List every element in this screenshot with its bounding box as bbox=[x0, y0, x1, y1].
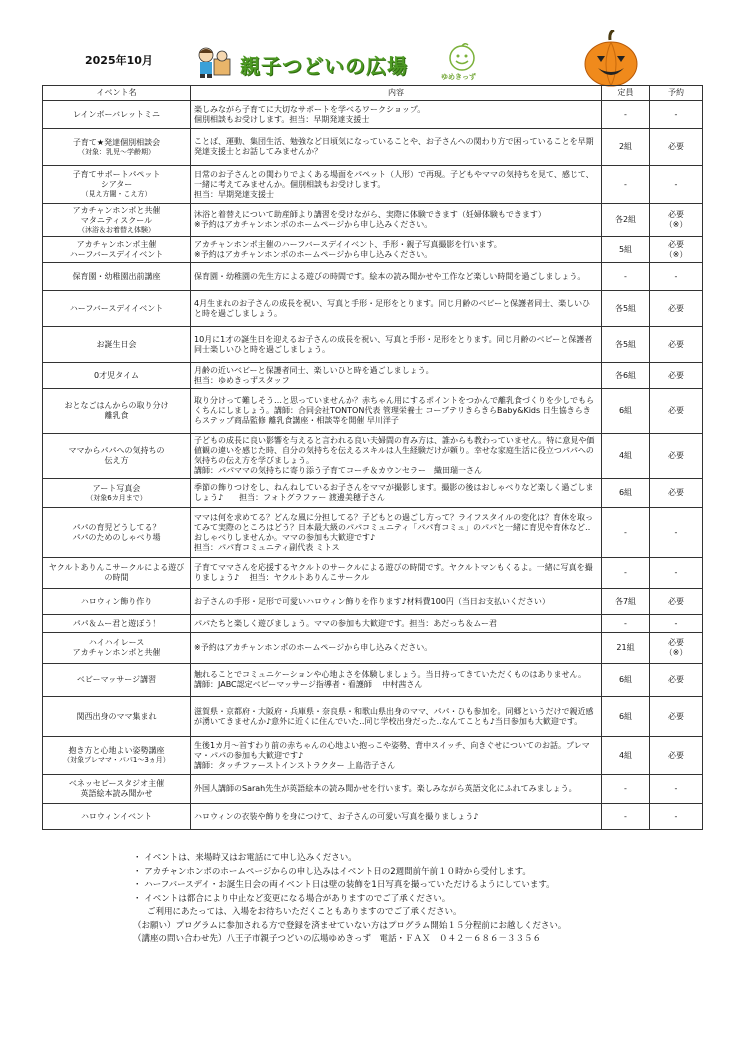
table-row bbox=[43, 166, 703, 204]
event-capacity: 4組 bbox=[602, 737, 650, 775]
event-reservation: - bbox=[650, 775, 703, 804]
note-line: ・ アカチャンホンポのホームページからの申し込みはイベント日の2週間前午前１０時から受付します。 bbox=[133, 866, 531, 877]
event-reservation: 必要 bbox=[650, 129, 703, 166]
event-description: 取り分けって難しそう…と思っていませんか？赤ちゃん用にするポイントをつかんで離乳食づくりを少しでもらくちんにしましょう。講師：合同会社TONTON代表 管理栄養士 コーブテリきらきらBaby&Kids 日生協きらきらステップ商品監修 離乳食講座・相談等を開催 早川洋子 bbox=[191, 389, 602, 434]
event-capacity: 21組 bbox=[602, 633, 650, 664]
event-reservation: - bbox=[650, 615, 703, 633]
event-reservation: 必要 bbox=[650, 479, 703, 508]
event-name: 0才児タイム bbox=[94, 370, 139, 380]
table-row bbox=[43, 479, 703, 508]
event-name-cell bbox=[43, 327, 191, 363]
event-reservation: - bbox=[650, 508, 703, 558]
event-capacity: - bbox=[602, 508, 650, 558]
table-row bbox=[43, 327, 703, 363]
event-name: レインボーバレットミニ bbox=[72, 109, 161, 119]
event-reservation: - bbox=[650, 804, 703, 830]
column-header-capacity: 定員 bbox=[602, 86, 650, 101]
event-name-cell bbox=[43, 664, 191, 697]
event-name-cell bbox=[43, 615, 191, 633]
event-capacity: - bbox=[602, 263, 650, 291]
table-row bbox=[43, 589, 703, 615]
note-line: （お願い）プログラムに参加される方で登録を済ませていない方はプログラム開始１５分程前にお越しください。 bbox=[133, 920, 567, 931]
event-target-note: （対象6カ月まで） bbox=[86, 493, 147, 502]
event-capacity: 各5組 bbox=[602, 291, 650, 327]
event-name-cell bbox=[43, 263, 191, 291]
event-description: 楽しみながら子育てに大切なサポートを学べるワークショップ。 個別相談もお受けします。担当：早期発達支援士 bbox=[191, 101, 602, 129]
event-name: ヤクルトありんこサークルによる遊びの時間 bbox=[48, 563, 185, 582]
event-name: アカチャンホンポと共催 マタニティスクール bbox=[72, 205, 161, 225]
event-name: 保育園・幼稚園出前講座 bbox=[72, 271, 161, 281]
column-header-reservation: 予約 bbox=[650, 86, 703, 101]
event-description: 4月生まれのお子さんの成長を祝い、写真と手形・足形をとります。同じ月齢のベビーと保護者同士、楽しいひと時を過ごしましょう。 bbox=[191, 291, 602, 327]
event-reservation: 必要 bbox=[650, 363, 703, 389]
event-description: ※予約はアカチャンホンポのホームページから申し込みください。 bbox=[191, 633, 602, 664]
event-description: 生後1カ月〜首すわり前の赤ちゃんの心地よい抱っこや姿勢、背中スイッチ、向きぐせについてのお話。プレママ・パパの参加も大歓迎です♪ 講師：タッチファーストインストラクター 上島浩子さん bbox=[191, 737, 602, 775]
event-reservation: 必要 bbox=[650, 389, 703, 434]
event-capacity: - bbox=[602, 101, 650, 129]
event-name: 関西出身のママ集まれ bbox=[76, 711, 157, 721]
event-reservation: - bbox=[650, 101, 703, 129]
event-description: 沐浴と着替えについて助産師より講習を受けながら、実際に体験できます（妊婦体験もできます） ※予約はアカチャンホンポのホームページから申し込みください。 bbox=[191, 204, 602, 237]
note-line: ・ イベントは都合により中止など変更になる場合がありますのでご了承ください。 bbox=[133, 893, 451, 904]
event-name-cell bbox=[43, 589, 191, 615]
event-name-cell bbox=[43, 363, 191, 389]
event-reservation: 必要 （※） bbox=[650, 204, 703, 237]
event-reservation: - bbox=[650, 166, 703, 204]
event-name: ベビーマッサージ講習 bbox=[76, 675, 157, 684]
table-row bbox=[43, 558, 703, 589]
event-capacity: 6組 bbox=[602, 664, 650, 697]
event-reservation: - bbox=[650, 558, 703, 589]
event-name: ベネッセビースタジオ主催 英語絵本読み聞かせ bbox=[68, 779, 165, 798]
event-name: ハーフバースデイイベント bbox=[69, 303, 164, 313]
event-reservation: 必要 bbox=[650, 291, 703, 327]
event-name: 子育て★発達個別相談会 bbox=[72, 137, 161, 147]
table-row bbox=[43, 434, 703, 479]
table-row bbox=[43, 363, 703, 389]
event-capacity: 5組 bbox=[602, 237, 650, 263]
event-name: 抱き方と心地よい姿勢講座 bbox=[68, 746, 165, 755]
event-name-cell bbox=[43, 775, 191, 804]
event-name-cell bbox=[43, 389, 191, 434]
table-header-row bbox=[43, 86, 703, 101]
table-row bbox=[43, 737, 703, 775]
event-name: ハロウィン飾り作り bbox=[80, 596, 153, 606]
table-row bbox=[43, 389, 703, 434]
table-row bbox=[43, 204, 703, 237]
event-capacity: 6組 bbox=[602, 479, 650, 508]
event-name-cell bbox=[43, 101, 191, 129]
table-row bbox=[43, 129, 703, 166]
event-description: 日常のお子さんとの関わりでよくある場面をパペット（人形）で再現。子どもやママの気持ちを見て、感じて、一緒に考えてみませんか。個別相談もお受けします。 担当：早期発達支援士 bbox=[191, 166, 602, 204]
event-reservation: 必要 bbox=[650, 434, 703, 479]
note-line: ・ ハーフバースデイ・お誕生日会の両イベント日は壁の装飾を1日写真を撮っていただけるようにしています。 bbox=[133, 880, 555, 890]
notes-section bbox=[133, 852, 713, 947]
event-capacity: 6組 bbox=[602, 697, 650, 737]
table-row bbox=[43, 615, 703, 633]
table-row bbox=[43, 237, 703, 263]
event-target-note: （対象：乳児〜学齢期） bbox=[78, 147, 155, 156]
event-reservation: 必要 bbox=[650, 327, 703, 363]
event-description: お子さんの手形・足形で可愛いハロウィン飾りを作ります♪材料費100円（当日お支払いください） bbox=[191, 589, 602, 615]
event-name-cell bbox=[43, 166, 191, 204]
event-name-cell bbox=[43, 737, 191, 775]
page-header bbox=[0, 0, 744, 88]
kids-illustration bbox=[192, 45, 236, 79]
page-title: 親子つどいの広場 bbox=[240, 54, 408, 78]
event-name-cell bbox=[43, 697, 191, 737]
event-name: ママからパパへの気持ちの 伝え方 bbox=[68, 446, 165, 465]
note-line: ご利用にあたっては、入場をお待ちいただくこともありますのでご了承ください。 bbox=[147, 907, 462, 917]
event-reservation: 必要 bbox=[650, 737, 703, 775]
event-name-cell bbox=[43, 434, 191, 479]
event-description: パパたちと楽しく遊びましょう。ママの参加も大歓迎です。担当：あだっち＆ムー君 bbox=[191, 615, 602, 633]
event-name: ハイハイレース アカチャンホンポと共催 bbox=[72, 638, 161, 657]
event-capacity: 各5組 bbox=[602, 327, 650, 363]
table-row bbox=[43, 633, 703, 664]
event-capacity: - bbox=[602, 804, 650, 830]
event-name: ハロウィンイベント bbox=[80, 811, 153, 821]
event-capacity: - bbox=[602, 558, 650, 589]
event-target-note: （沐浴＆お着替え体験） bbox=[78, 225, 155, 234]
table-row bbox=[43, 263, 703, 291]
table-row bbox=[43, 291, 703, 327]
event-description: 外国人講師のSarah先生が英語絵本の読み聞かせを行います。楽しみながら英語文化にふれてみましょう。 bbox=[191, 775, 602, 804]
event-description: 保育園・幼稚園の先生方による遊びの時間です。絵本の読み聞かせや工作など楽しい時間を過ごしましょう。 bbox=[191, 263, 602, 291]
event-name-cell bbox=[43, 237, 191, 263]
event-description: ハロウィンの衣装や飾りを身につけて、お子さんの可愛い写真を撮りましょう♪ bbox=[191, 804, 602, 830]
event-target-note: （対象プレママ・パパ1〜3ヵ月） bbox=[63, 756, 170, 764]
event-reservation: 必要 bbox=[650, 589, 703, 615]
event-reservation: - bbox=[650, 263, 703, 291]
event-name: お誕生日会 bbox=[96, 339, 137, 349]
event-capacity: 各7組 bbox=[602, 589, 650, 615]
event-name: アカチャンホンポ主催 ハーフバースデイイベント bbox=[69, 239, 164, 259]
table-row bbox=[43, 508, 703, 558]
event-capacity: - bbox=[602, 615, 650, 633]
table-row bbox=[43, 775, 703, 804]
column-header-content: 内容 bbox=[191, 86, 602, 101]
event-target-note: （見え方闇・こえ方） bbox=[81, 190, 152, 198]
event-capacity: - bbox=[602, 775, 650, 804]
event-description: ことば、運動、集団生活、勉強など日頃気になっていることや、お子さんへの関わり方で困っていることを早期発達支援士とお話してみませんか？ bbox=[191, 129, 602, 166]
event-name: パパの育児どうしてる？ パパのためのしゃべり場 bbox=[72, 522, 161, 542]
table-row bbox=[43, 664, 703, 697]
event-description: アカチャンホンポ主催のハーフバースデイイベント、手形・親子写真撮影を行います。 ※予約はアカチャンホンポのホームページから申し込みください。 bbox=[191, 237, 602, 263]
event-description: 月齢の近いベビーと保護者同士、楽しいひと時を過ごしましょう。 担当：ゆめきっずスタッフ bbox=[191, 363, 602, 389]
event-name-cell bbox=[43, 479, 191, 508]
note-line: ・ イベントは、来場時又はお電話にて申し込みください。 bbox=[133, 853, 357, 863]
table-row bbox=[43, 101, 703, 129]
event-capacity: 4組 bbox=[602, 434, 650, 479]
event-capacity: 各6組 bbox=[602, 363, 650, 389]
event-description: 触れることでコミュニケーションや心地よさを体験しましょう。当日持ってきていただくものはありません。 講師：JABC認定ベビーマッサージ指導者・看護師 中村茜さん bbox=[191, 664, 602, 697]
event-description: 季節の飾りつけをし、ねんねしているお子さんをママが撮影します。撮影の後はおしゃべりなど楽しく過ごしましょう♪ 担当：フォトグラファー 渡邊美穂子さん bbox=[191, 479, 602, 508]
event-description: 10月に1才の誕生日を迎えるお子さんの成長を祝い、写真と手形・足形をとります。同じ月齢のベビーと保護者同士楽しいひと時を過ごしましょう。 bbox=[191, 327, 602, 363]
event-reservation: 必要 （※） bbox=[650, 237, 703, 263]
event-schedule-table bbox=[42, 85, 703, 830]
event-description: 子育てママさんを応援するヤクルトのサークルによる遊びの時間です。ヤクルトマンもくるよ。一緒に写真を撮りましょう♪ 担当：ヤクルトありんこサークル bbox=[191, 558, 602, 589]
event-name-cell bbox=[43, 129, 191, 166]
event-description: 子どもの成長に良い影響を与えると言われる良い夫婦間の育み方は、誰からも教わっていません。特に意見や価値観の違いを感じた時、自分の気持ちを伝えるスキルは人生経験だけが頼り。幸せな家庭生活に役立つパパへの気持ちの伝え方を学びましょう。 講師：パパママの気持ちに寄り添う子育てコーチ＆カウンセラー 織田瑞一さん bbox=[191, 434, 602, 479]
event-name-cell bbox=[43, 633, 191, 664]
event-reservation: 必要 bbox=[650, 697, 703, 737]
page-date: 2025年10月 bbox=[85, 54, 153, 67]
event-description: 滋賀県・京都府・大阪府・兵庫県・奈良県・和歌山県出身のママ、パパ・ひも参加を。同郷というだけで親近感が湧いてきませんか♪意外に近くに住んでいた‥同じ学校出身だった‥なんてことも♪当日参加も大歓迎です。 bbox=[191, 697, 602, 737]
event-name: 子育てサポートパペット シアター bbox=[72, 170, 161, 189]
event-name-cell bbox=[43, 508, 191, 558]
event-name-cell bbox=[43, 204, 191, 237]
event-name-cell bbox=[43, 291, 191, 327]
event-capacity: 2組 bbox=[602, 129, 650, 166]
pumpkin-icon bbox=[583, 30, 639, 88]
logo-text: ゆめきっず bbox=[441, 73, 476, 81]
table-row bbox=[43, 697, 703, 737]
event-capacity: 6組 bbox=[602, 389, 650, 434]
event-capacity: 各2組 bbox=[602, 204, 650, 237]
event-description: ママは何を求めてる？どんな風に分担してる？子どもとの過ごし方って？ライフスタイルの変化は？育休を取ってみて実際のところはどう？日本最大級のパパコミュニティ「パパ育コミュ」のパパと一緒に育児や育休など‥おしゃべりしませんか。ママの参加も大歓迎です♪ 担当：パパ育コミュニティ副代表 ミトス bbox=[191, 508, 602, 558]
event-reservation: 必要 bbox=[650, 664, 703, 697]
event-reservation: 必要 （※） bbox=[650, 633, 703, 664]
table-row bbox=[43, 804, 703, 830]
event-name: アート写真会 bbox=[92, 483, 141, 493]
column-header-event: イベント名 bbox=[43, 86, 191, 101]
event-name: おとなごはんからの取り分け 離乳食 bbox=[64, 401, 169, 420]
event-name-cell bbox=[43, 558, 191, 589]
event-capacity: - bbox=[602, 166, 650, 204]
event-name: パパ＆ムー君と遊ぼう！ bbox=[72, 618, 161, 628]
note-line: （講座の問い合わせ先）八王子市親子つどいの広場ゆめきっず 電話・ＦＡＸ ０４２－６８６－３３５６ bbox=[133, 934, 542, 944]
event-name-cell bbox=[43, 804, 191, 830]
